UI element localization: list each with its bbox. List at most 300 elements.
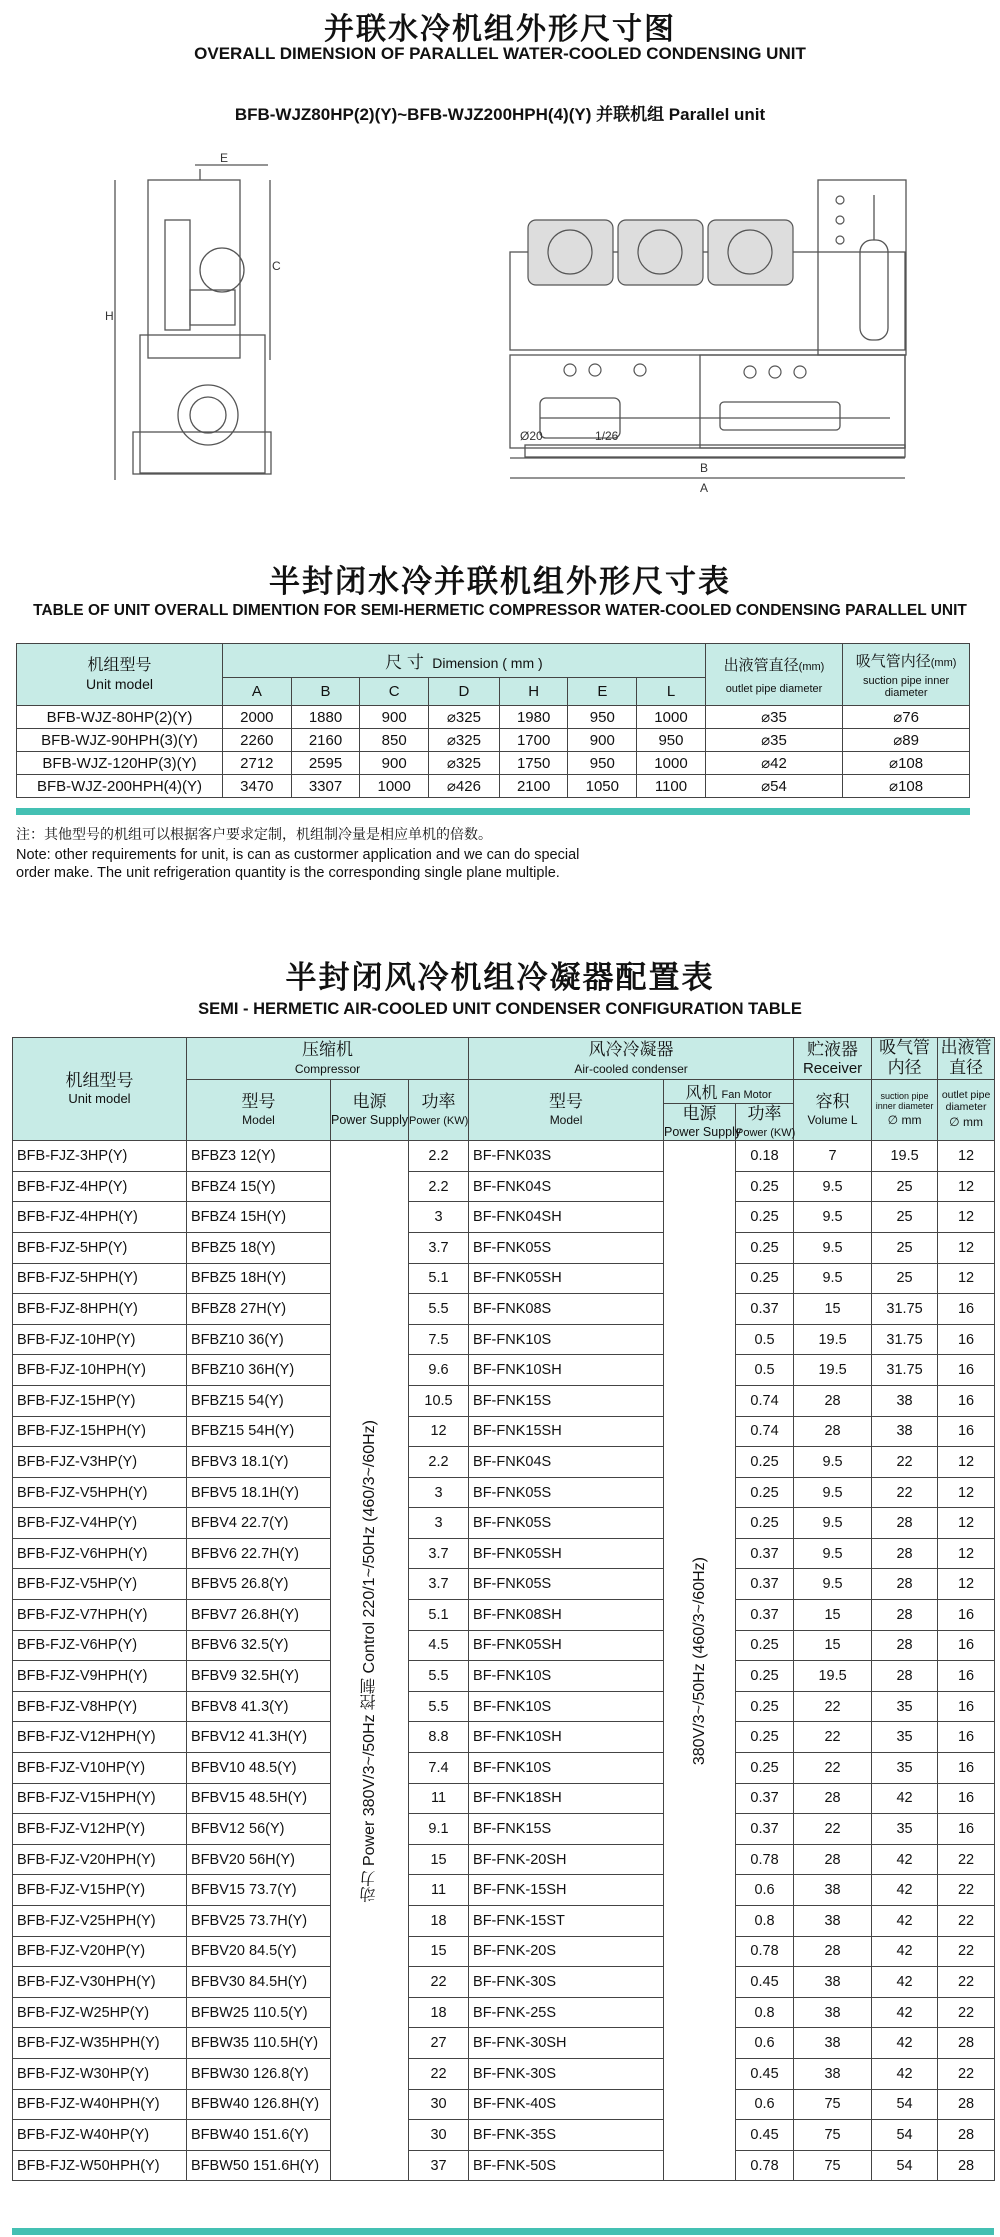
table-row bbox=[13, 1875, 995, 1906]
table-cell: 2260 bbox=[223, 729, 292, 752]
section3-title-cn: 半封闭风冷机组冷凝器配置表 bbox=[285, 960, 715, 996]
table-cell: 22 bbox=[938, 1875, 995, 1906]
table-row bbox=[17, 752, 970, 775]
table-cell: 0.18 bbox=[736, 1141, 794, 1172]
table-cell: BF-FNK10S bbox=[469, 1661, 664, 1692]
table-cell: BF-FNK04S bbox=[469, 1171, 664, 1202]
table-row bbox=[13, 1294, 995, 1325]
table-cell: 16 bbox=[938, 1324, 995, 1355]
col-fan-power-supply: 电源 Power Supply bbox=[664, 1103, 742, 1140]
table-cell: BFB-FJZ-V10HP(Y) bbox=[13, 1753, 187, 1784]
table-row bbox=[17, 706, 970, 729]
table-cell: BFB-FJZ-V4HP(Y) bbox=[13, 1508, 187, 1539]
table-cell: BFBW25 110.5(Y) bbox=[187, 1997, 331, 2028]
table-cell: 0.37 bbox=[736, 1294, 794, 1325]
table-cell: BFBV15 73.7(Y) bbox=[187, 1875, 331, 1906]
table-cell: BFBV6 22.7H(Y) bbox=[187, 1538, 331, 1569]
table-cell: 12 bbox=[938, 1202, 995, 1233]
section2-title-cn: 半封闭水冷并联机组外形尺寸表 bbox=[269, 564, 731, 600]
table-cell: 9.6 bbox=[409, 1355, 469, 1386]
table-row bbox=[17, 775, 970, 798]
table-cell: 35 bbox=[872, 1753, 938, 1784]
table-cell: 0.6 bbox=[736, 2028, 794, 2059]
table-cell: 31.75 bbox=[872, 1294, 938, 1325]
table-cell: 25 bbox=[872, 1171, 938, 1202]
table-cell: BFBV30 84.5H(Y) bbox=[187, 1967, 331, 1998]
table-cell: 3 bbox=[409, 1477, 469, 1508]
table-cell: 28 bbox=[872, 1508, 938, 1539]
table-cell: 28 bbox=[872, 1600, 938, 1631]
table-cell: 30 bbox=[409, 2089, 469, 2120]
table-cell: 0.8 bbox=[736, 1997, 794, 2028]
table-cell: BFBV12 41.3H(Y) bbox=[187, 1722, 331, 1753]
table-cell: BFBV4 22.7(Y) bbox=[187, 1508, 331, 1539]
table-cell: ⌀108 bbox=[843, 775, 970, 798]
table-row bbox=[13, 1416, 995, 1447]
table-cell: 12 bbox=[938, 1263, 995, 1294]
table-cell: BFBV7 26.8H(Y) bbox=[187, 1600, 331, 1631]
table-cell: 11 bbox=[409, 1783, 469, 1814]
table-cell: 7.4 bbox=[409, 1753, 469, 1784]
table-cell: 28 bbox=[938, 2120, 995, 2151]
section1-subtitle: BFB-WJZ80HP(2)(Y)~BFB-WJZ200HPH(4)(Y) 并联机组 Parallel unit bbox=[234, 105, 766, 124]
table-cell: 42 bbox=[872, 1936, 938, 1967]
table-cell: 42 bbox=[872, 1875, 938, 1906]
table-cell: 19.5 bbox=[794, 1324, 872, 1355]
table-row bbox=[13, 1600, 995, 1631]
table-cell: 22 bbox=[794, 1722, 872, 1753]
col-power-supply: 电源 Power Supply bbox=[331, 1079, 409, 1140]
table-cell: 35 bbox=[872, 1691, 938, 1722]
table-cell: 16 bbox=[938, 1753, 995, 1784]
note-en-2: order make. The unit refrigeration quantity is the corresponding single plane multiple. bbox=[16, 865, 560, 881]
table-cell: 28 bbox=[938, 2028, 995, 2059]
table-cell: 0.78 bbox=[736, 1936, 794, 1967]
table-cell: BFBW40 151.6(Y) bbox=[187, 2120, 331, 2151]
table-cell: 28 bbox=[938, 2150, 995, 2181]
table-cell: BFBV20 56H(Y) bbox=[187, 1844, 331, 1875]
table-cell: 22 bbox=[409, 1967, 469, 1998]
table-cell: BF-FNK05S bbox=[469, 1232, 664, 1263]
table-cell: 38 bbox=[872, 1385, 938, 1416]
fan-power-supply-cell bbox=[664, 1141, 736, 2181]
table-cell: 28 bbox=[794, 1416, 872, 1447]
table-cell: 900 bbox=[360, 706, 429, 729]
table-cell: 31.75 bbox=[872, 1324, 938, 1355]
table-cell: 75 bbox=[794, 2120, 872, 2151]
section1-title-en: OVERALL DIMENSION OF PARALLEL WATER-COOLED CONDENSING UNIT bbox=[194, 44, 806, 63]
table-cell: 16 bbox=[938, 1355, 995, 1386]
table-cell: BF-FNK-15ST bbox=[469, 1906, 664, 1937]
table-cell: 54 bbox=[872, 2150, 938, 2181]
table-cell: 15 bbox=[794, 1294, 872, 1325]
table-cell: BFBV15 48.5H(Y) bbox=[187, 1783, 331, 1814]
table-cell: 0.37 bbox=[736, 1569, 794, 1600]
table-cell: BFB-FJZ-V7HPH(Y) bbox=[13, 1600, 187, 1631]
col-suction: 吸气管 内径 bbox=[872, 1038, 938, 1080]
table-cell: 1980 bbox=[499, 706, 568, 729]
table-cell: 5.5 bbox=[409, 1661, 469, 1692]
accent-bar bbox=[16, 808, 970, 815]
col-outlet: 出液管 直径 bbox=[938, 1038, 995, 1080]
table-cell: 5.5 bbox=[409, 1294, 469, 1325]
table-cell: 42 bbox=[872, 1783, 938, 1814]
table-cell: BF-FNK05S bbox=[469, 1508, 664, 1539]
table-cell: BF-FNK08SH bbox=[469, 1600, 664, 1631]
col-condenser: 风冷冷凝器 Air-cooled condenser bbox=[469, 1038, 794, 1080]
table-cell: 12 bbox=[409, 1416, 469, 1447]
table-cell: 16 bbox=[938, 1661, 995, 1692]
section2-title-en: TABLE OF UNIT OVERALL DIMENTION FOR SEMI-HERMETIC COMPRESSOR WATER-COOLED CONDENSING PARALLEL UNIT bbox=[33, 602, 967, 619]
table-cell: 12 bbox=[938, 1232, 995, 1263]
table-cell: BFBV9 32.5H(Y) bbox=[187, 1661, 331, 1692]
table-cell: BFBZ4 15H(Y) bbox=[187, 1202, 331, 1233]
table-cell: BFB-FJZ-W25HP(Y) bbox=[13, 1997, 187, 2028]
table-cell: 0.25 bbox=[736, 1263, 794, 1294]
col-c: C bbox=[360, 678, 429, 706]
table-cell: 950 bbox=[637, 729, 706, 752]
table-cell: 0.74 bbox=[736, 1416, 794, 1447]
table-cell: BFBV25 73.7H(Y) bbox=[187, 1906, 331, 1937]
label-h: H bbox=[105, 309, 114, 323]
table-row bbox=[13, 1753, 995, 1784]
table-cell: 0.45 bbox=[736, 2120, 794, 2151]
table-cell: 0.25 bbox=[736, 1232, 794, 1263]
table-cell: BFB-WJZ-200HPH(4)(Y) bbox=[17, 775, 223, 798]
table-cell: 75 bbox=[794, 2150, 872, 2181]
table-cell: 19.5 bbox=[794, 1661, 872, 1692]
table-cell: 12 bbox=[938, 1447, 995, 1478]
table-cell: 3 bbox=[409, 1202, 469, 1233]
table-cell: 1000 bbox=[360, 775, 429, 798]
table-cell: ⌀325 bbox=[429, 752, 500, 775]
table-cell: 10.5 bbox=[409, 1385, 469, 1416]
table-cell: 12 bbox=[938, 1141, 995, 1172]
table-cell: 22 bbox=[938, 1844, 995, 1875]
table-row bbox=[13, 1569, 995, 1600]
table-cell: BFBV10 48.5(Y) bbox=[187, 1753, 331, 1784]
label-d: Ø20 bbox=[520, 429, 543, 443]
table-cell: 0.6 bbox=[736, 2089, 794, 2120]
table-cell: 19.5 bbox=[872, 1141, 938, 1172]
col-receiver: 贮液器 Receiver bbox=[794, 1038, 872, 1080]
table-cell: 28 bbox=[872, 1630, 938, 1661]
table-cell: 3.7 bbox=[409, 1232, 469, 1263]
table-cell: 22 bbox=[409, 2058, 469, 2089]
table-cell: 0.78 bbox=[736, 2150, 794, 2181]
col-fan-motor: 风机 Fan Motor bbox=[664, 1079, 794, 1103]
table-cell: BF-FNK18SH bbox=[469, 1783, 664, 1814]
table-cell: BF-FNK03S bbox=[469, 1141, 664, 1172]
col-a: A bbox=[223, 678, 292, 706]
table-cell: 2160 bbox=[291, 729, 360, 752]
table-cell: BFB-FJZ-V8HP(Y) bbox=[13, 1691, 187, 1722]
fan-power-supply-text: 380V/3~/50Hz (460/3~/60Hz) bbox=[690, 1556, 708, 1765]
table-cell: BFB-FJZ-V20HP(Y) bbox=[13, 1936, 187, 1967]
table-cell: BFB-FJZ-V6HP(Y) bbox=[13, 1630, 187, 1661]
table-cell: 19.5 bbox=[794, 1355, 872, 1386]
table-cell: 22 bbox=[938, 1997, 995, 2028]
table-cell: 42 bbox=[872, 2058, 938, 2089]
table-row bbox=[13, 1936, 995, 1967]
table-row bbox=[13, 1202, 995, 1233]
table-cell: BFBV5 18.1H(Y) bbox=[187, 1477, 331, 1508]
table-cell: 25 bbox=[872, 1263, 938, 1294]
table-cell: 0.45 bbox=[736, 2058, 794, 2089]
table-cell: 5.1 bbox=[409, 1263, 469, 1294]
table-cell: 16 bbox=[938, 1385, 995, 1416]
table-cell: BF-FNK05S bbox=[469, 1477, 664, 1508]
table-cell: 5.1 bbox=[409, 1600, 469, 1631]
label-l: 1/26 bbox=[595, 429, 619, 443]
table-cell: 0.78 bbox=[736, 1844, 794, 1875]
table-cell: 900 bbox=[360, 752, 429, 775]
table-cell: BF-FNK04SH bbox=[469, 1202, 664, 1233]
table-cell: 0.25 bbox=[736, 1447, 794, 1478]
table-cell: 30 bbox=[409, 2120, 469, 2151]
table-row bbox=[13, 1906, 995, 1937]
table-row bbox=[13, 1355, 995, 1386]
table-cell: 42 bbox=[872, 1997, 938, 2028]
col-outlet-sub: outlet pipe diameter ∅ mm bbox=[938, 1079, 995, 1140]
table-cell: 0.37 bbox=[736, 1783, 794, 1814]
table-cell: 9.5 bbox=[794, 1508, 872, 1539]
table-cell: BFBW30 126.8(Y) bbox=[187, 2058, 331, 2089]
table-cell: 7 bbox=[794, 1141, 872, 1172]
table-cell: 0.25 bbox=[736, 1508, 794, 1539]
table-cell: BF-FNK-50S bbox=[469, 2150, 664, 2181]
table-cell: 0.25 bbox=[736, 1753, 794, 1784]
table-cell: 1100 bbox=[637, 775, 706, 798]
table-cell: ⌀89 bbox=[843, 729, 970, 752]
table-cell: 54 bbox=[872, 2120, 938, 2151]
table-cell: 75 bbox=[794, 2089, 872, 2120]
table-cell: BFBV5 26.8(Y) bbox=[187, 1569, 331, 1600]
table-cell: 38 bbox=[794, 1967, 872, 1998]
table-cell: BFBW40 126.8H(Y) bbox=[187, 2089, 331, 2120]
table-cell: 7.5 bbox=[409, 1324, 469, 1355]
table-row bbox=[13, 1477, 995, 1508]
table-cell: BF-FNK10SH bbox=[469, 1722, 664, 1753]
table-cell: 9.5 bbox=[794, 1202, 872, 1233]
table-cell: 12 bbox=[938, 1538, 995, 1569]
table-cell: 0.45 bbox=[736, 1967, 794, 1998]
table-cell: ⌀35 bbox=[705, 729, 842, 752]
table-cell: BFB-FJZ-V15HPH(Y) bbox=[13, 1783, 187, 1814]
table-cell: BFB-FJZ-V3HP(Y) bbox=[13, 1447, 187, 1478]
table-cell: 22 bbox=[872, 1477, 938, 1508]
table-cell: BFB-FJZ-5HP(Y) bbox=[13, 1232, 187, 1263]
table-row bbox=[13, 1967, 995, 1998]
table-cell: 12 bbox=[938, 1477, 995, 1508]
table-cell: BF-FNK05SH bbox=[469, 1630, 664, 1661]
table-cell: 950 bbox=[568, 752, 637, 775]
table-row bbox=[13, 1661, 995, 1692]
table-cell: ⌀76 bbox=[843, 706, 970, 729]
col-cond-model: 型号 Model bbox=[469, 1079, 664, 1140]
table-cell: 28 bbox=[872, 1569, 938, 1600]
table-cell: ⌀325 bbox=[429, 706, 500, 729]
table-cell: 2.2 bbox=[409, 1141, 469, 1172]
table-cell: BF-FNK10S bbox=[469, 1691, 664, 1722]
table-cell: BF-FNK05S bbox=[469, 1569, 664, 1600]
table-cell: 0.25 bbox=[736, 1722, 794, 1753]
table-cell: BFB-FJZ-V30HPH(Y) bbox=[13, 1967, 187, 1998]
table-cell: 42 bbox=[872, 2028, 938, 2059]
table-cell: 28 bbox=[872, 1661, 938, 1692]
table-row bbox=[13, 1630, 995, 1661]
table-cell: BF-FNK05SH bbox=[469, 1538, 664, 1569]
table-cell: BFBV20 84.5(Y) bbox=[187, 1936, 331, 1967]
table-cell: 31.75 bbox=[872, 1355, 938, 1386]
table-cell: 0.8 bbox=[736, 1906, 794, 1937]
accent-bar bbox=[12, 2228, 994, 2235]
table-cell: 9.5 bbox=[794, 1171, 872, 1202]
col-suction-sub: suction pipe inner diameter ∅ mm bbox=[872, 1079, 938, 1140]
table-cell: 2100 bbox=[499, 775, 568, 798]
table-cell: 28 bbox=[794, 1385, 872, 1416]
table-cell: 3.7 bbox=[409, 1538, 469, 1569]
table-cell: 18 bbox=[409, 1906, 469, 1937]
table-cell: 950 bbox=[568, 706, 637, 729]
table-row bbox=[13, 1691, 995, 1722]
table-cell: BF-FNK15SH bbox=[469, 1416, 664, 1447]
table-cell: BFB-FJZ-10HPH(Y) bbox=[13, 1355, 187, 1386]
table-cell: BFBV6 32.5(Y) bbox=[187, 1630, 331, 1661]
table-cell: BFB-FJZ-V5HP(Y) bbox=[13, 1569, 187, 1600]
label-a: A bbox=[700, 481, 709, 495]
table-cell: ⌀54 bbox=[705, 775, 842, 798]
table-cell: 37 bbox=[409, 2150, 469, 2181]
col-h: H bbox=[499, 678, 568, 706]
table-cell: 16 bbox=[938, 1416, 995, 1447]
table-cell: 22 bbox=[794, 1814, 872, 1845]
table-row bbox=[13, 2089, 995, 2120]
table-cell: BFB-WJZ-90HPH(3)(Y) bbox=[17, 729, 223, 752]
table-row bbox=[13, 2028, 995, 2059]
table-cell: 2712 bbox=[223, 752, 292, 775]
table-cell: 9.5 bbox=[794, 1232, 872, 1263]
col-unit-model: 机组型号 Unit model bbox=[13, 1038, 187, 1141]
table-cell: 28 bbox=[794, 1936, 872, 1967]
table-cell: 0.74 bbox=[736, 1385, 794, 1416]
table-cell: 22 bbox=[794, 1753, 872, 1784]
table-cell: 9.5 bbox=[794, 1477, 872, 1508]
table-cell: 1000 bbox=[637, 706, 706, 729]
table-cell: 0.25 bbox=[736, 1202, 794, 1233]
table-cell: 2000 bbox=[223, 706, 292, 729]
table-cell: BF-FNK-20S bbox=[469, 1936, 664, 1967]
table-cell: BFBZ15 54H(Y) bbox=[187, 1416, 331, 1447]
table-row bbox=[17, 729, 970, 752]
table-cell: 16 bbox=[938, 1691, 995, 1722]
table-cell: 3.7 bbox=[409, 1569, 469, 1600]
table-cell: ⌀426 bbox=[429, 775, 500, 798]
table-cell: BFBZ8 27H(Y) bbox=[187, 1294, 331, 1325]
table-cell: 25 bbox=[872, 1202, 938, 1233]
table-cell: ⌀325 bbox=[429, 729, 500, 752]
table-cell: BF-FNK10SH bbox=[469, 1355, 664, 1386]
table-row bbox=[13, 2120, 995, 2151]
table-row bbox=[13, 1538, 995, 1569]
table-cell: 15 bbox=[409, 1936, 469, 1967]
table-cell: BFB-FJZ-V9HPH(Y) bbox=[13, 1661, 187, 1692]
table-cell: 15 bbox=[794, 1630, 872, 1661]
table-cell: 12 bbox=[938, 1508, 995, 1539]
table-cell: BFB-FJZ-W30HP(Y) bbox=[13, 2058, 187, 2089]
table-cell: 0.37 bbox=[736, 1600, 794, 1631]
table-cell: 38 bbox=[794, 1875, 872, 1906]
table-cell: 11 bbox=[409, 1875, 469, 1906]
table-row bbox=[13, 1814, 995, 1845]
table-cell: 22 bbox=[938, 2058, 995, 2089]
section3-title-en: SEMI - HERMETIC AIR-COOLED UNIT CONDENSER CONFIGURATION TABLE bbox=[198, 1000, 802, 1018]
dimension-table bbox=[16, 643, 970, 798]
table-cell: 42 bbox=[872, 1844, 938, 1875]
table-row bbox=[13, 1385, 995, 1416]
table-cell: BFB-FJZ-V6HPH(Y) bbox=[13, 1538, 187, 1569]
table-cell: 1050 bbox=[568, 775, 637, 798]
table-cell: 0.25 bbox=[736, 1477, 794, 1508]
table-cell: BFBZ10 36H(Y) bbox=[187, 1355, 331, 1386]
table-cell: BFBZ10 36(Y) bbox=[187, 1324, 331, 1355]
table-cell: BFBV12 56(Y) bbox=[187, 1814, 331, 1845]
table-cell: 25 bbox=[872, 1232, 938, 1263]
table-cell: 9.1 bbox=[409, 1814, 469, 1845]
section1-title-cn: 并联水冷机组外形尺寸图 bbox=[324, 12, 676, 47]
table-cell: 12 bbox=[938, 1569, 995, 1600]
col-unit-model: 机组型号 Unit model bbox=[17, 644, 223, 706]
table-cell: BF-FNK-30SH bbox=[469, 2028, 664, 2059]
table-cell: 38 bbox=[794, 2058, 872, 2089]
power-supply-cell bbox=[331, 1141, 409, 2181]
col-outlet-pipe: 出液管直径(mm) outlet pipe diameter bbox=[705, 644, 842, 706]
table-cell: 22 bbox=[794, 1691, 872, 1722]
col-compressor: 压缩机 Compressor bbox=[187, 1038, 469, 1080]
table-cell: BFBW35 110.5H(Y) bbox=[187, 2028, 331, 2059]
col-comp-model: 型号 Model bbox=[187, 1079, 331, 1140]
table-cell: 0.25 bbox=[736, 1630, 794, 1661]
table-row bbox=[13, 1508, 995, 1539]
table-cell: BFB-FJZ-V15HP(Y) bbox=[13, 1875, 187, 1906]
table-cell: BF-FNK15S bbox=[469, 1814, 664, 1845]
table-cell: BF-FNK-20SH bbox=[469, 1844, 664, 1875]
table-cell: BFBZ3 12(Y) bbox=[187, 1141, 331, 1172]
label-e: E bbox=[220, 151, 229, 165]
table-cell: 54 bbox=[872, 2089, 938, 2120]
col-suction-pipe: 吸气管内径(mm) suction pipe inner diameter bbox=[843, 644, 970, 706]
table-cell: 0.37 bbox=[736, 1814, 794, 1845]
col-d: D bbox=[429, 678, 500, 706]
table-cell: BFB-FJZ-15HP(Y) bbox=[13, 1385, 187, 1416]
table-cell: ⌀42 bbox=[705, 752, 842, 775]
table-cell: BFB-FJZ-W35HPH(Y) bbox=[13, 2028, 187, 2059]
table-cell: 18 bbox=[409, 1997, 469, 2028]
table-cell: 28 bbox=[794, 1783, 872, 1814]
label-c: C bbox=[272, 259, 281, 273]
table-cell: 15 bbox=[409, 1844, 469, 1875]
table-cell: BFB-FJZ-V20HPH(Y) bbox=[13, 1844, 187, 1875]
table-cell: BFB-FJZ-V5HPH(Y) bbox=[13, 1477, 187, 1508]
table-row bbox=[13, 2150, 995, 2181]
table-cell: 27 bbox=[409, 2028, 469, 2059]
table-cell: BFBV3 18.1(Y) bbox=[187, 1447, 331, 1478]
table-cell: 22 bbox=[938, 1906, 995, 1937]
table-cell: BFB-WJZ-120HP(3)(Y) bbox=[17, 752, 223, 775]
table-cell: 28 bbox=[938, 2089, 995, 2120]
table-cell: ⌀35 bbox=[705, 706, 842, 729]
table-cell: BF-FNK-40S bbox=[469, 2089, 664, 2120]
